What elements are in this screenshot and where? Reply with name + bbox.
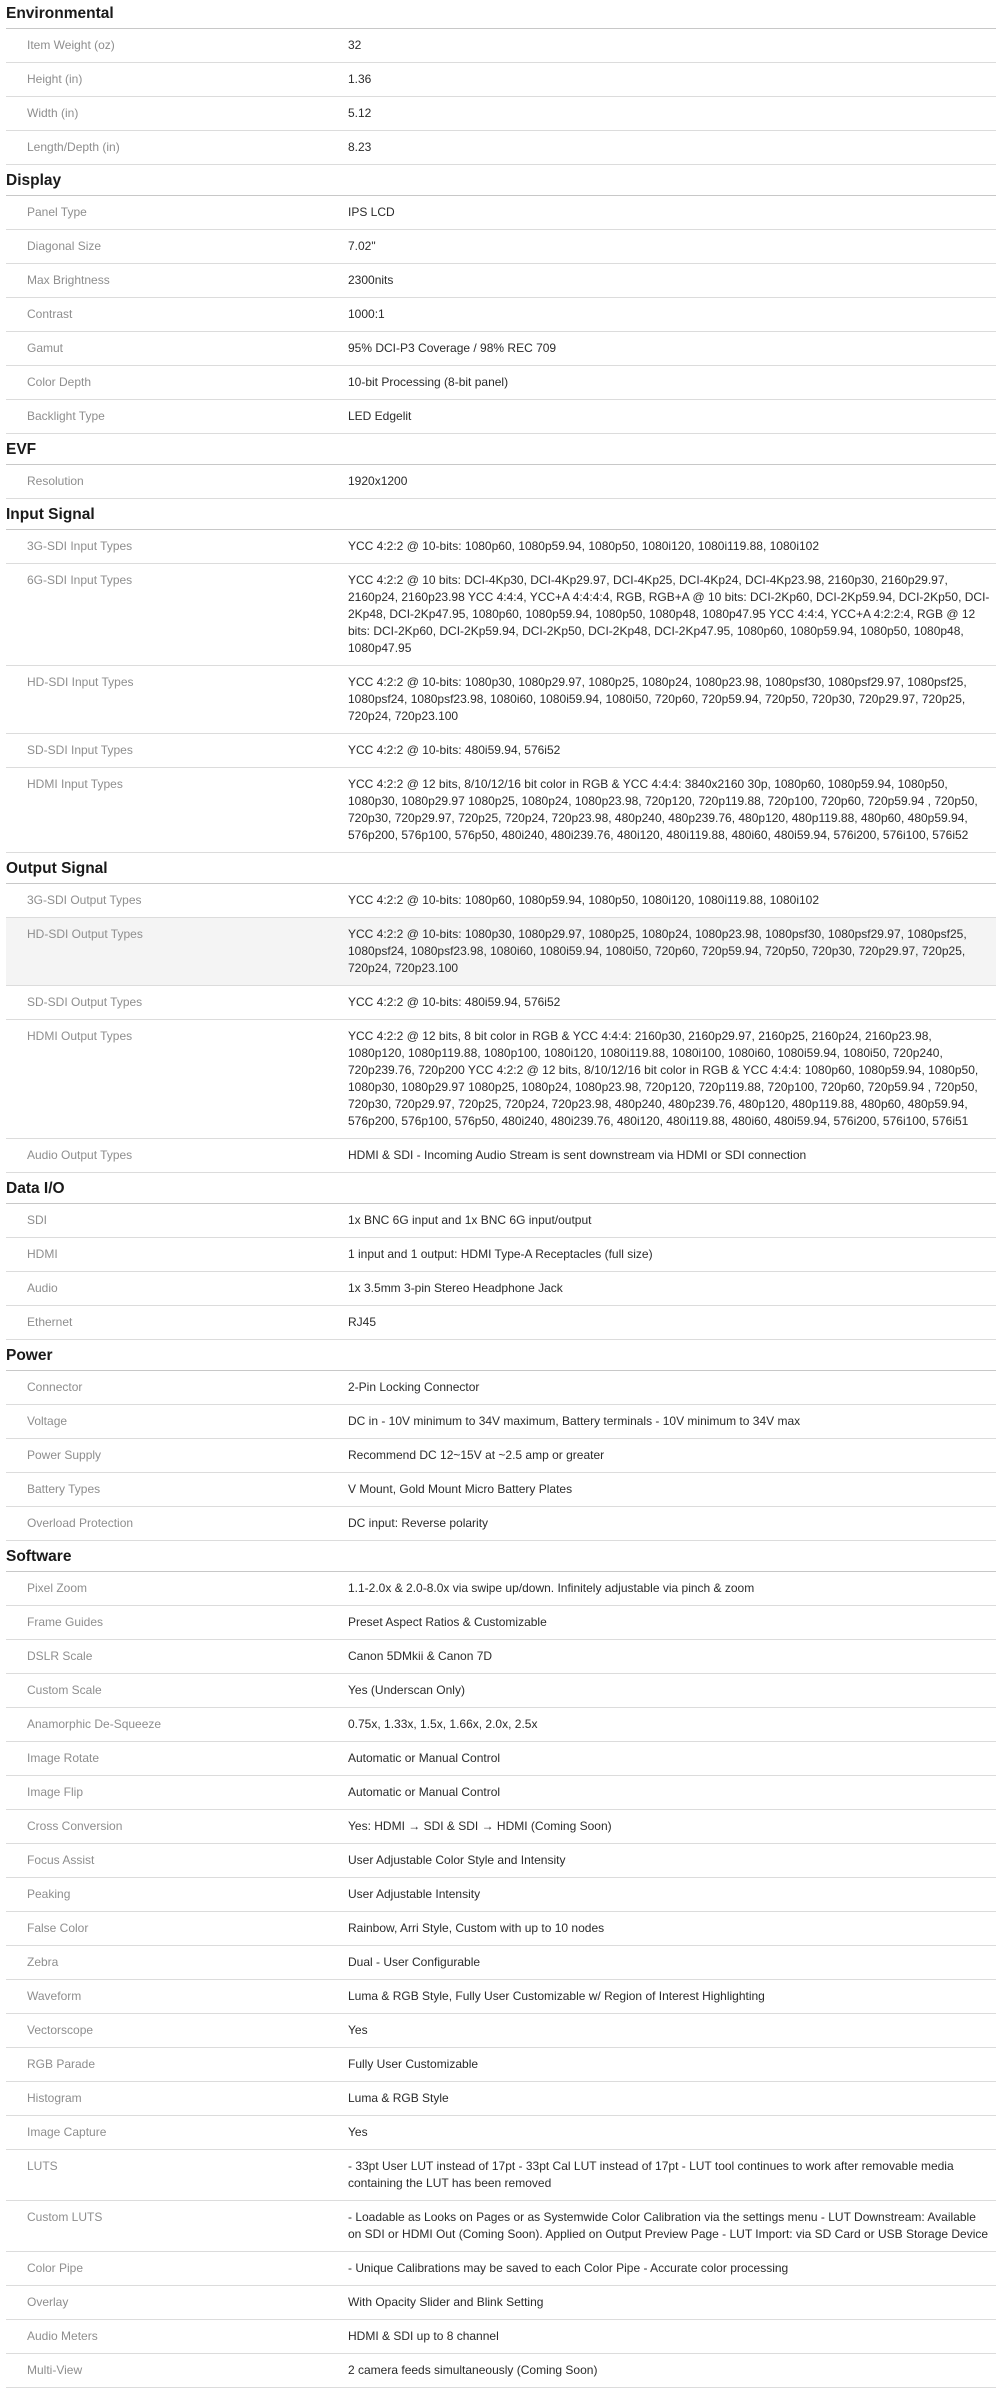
spec-value: 7.02"	[348, 239, 376, 253]
spec-row	[6, 1980, 996, 2014]
section-title: Environmental	[6, 5, 114, 22]
spec-value: 10-bit Processing (8-bit panel)	[348, 375, 509, 389]
spec-label: Color Pipe	[27, 2261, 84, 2275]
spec-value: RJ45	[348, 1315, 377, 1329]
spec-label: Pixel Zoom	[27, 1581, 88, 1595]
spec-value: Recommend DC 12~15V at ~2.5 amp or greater	[348, 1448, 605, 1462]
spec-row	[6, 264, 996, 298]
spec-row	[6, 1844, 996, 1878]
spec-label: Max Brightness	[27, 273, 110, 287]
spec-row	[6, 29, 996, 63]
spec-row	[6, 2048, 996, 2082]
spec-value: Fully User Customizable	[348, 2057, 479, 2071]
spec-value: 2 camera feeds simultaneously (Coming Soon)	[348, 2363, 598, 2377]
spec-value: 1920x1200	[348, 474, 408, 488]
spec-label: Overload Protection	[27, 1516, 134, 1530]
spec-value: YCC 4:2:2 @ 10-bits: 1080p60, 1080p59.94, 1080p50, 1080i120, 1080i119.88, 1080i102	[348, 893, 820, 907]
spec-row	[6, 465, 996, 499]
spec-label: HD-SDI Input Types	[27, 675, 134, 689]
spec-value: Rainbow, Arri Style, Custom with up to 10 nodes	[348, 1921, 605, 1935]
spec-value: With Opacity Slider and Blink Setting	[348, 2295, 544, 2309]
spec-value: YCC 4:2:2 @ 10-bits: 480i59.94, 576i52	[348, 995, 561, 1009]
spec-row	[6, 1238, 996, 1272]
spec-label: Length/Depth (in)	[27, 140, 120, 154]
spec-row	[6, 1204, 996, 1238]
spec-label: Backlight Type	[27, 409, 105, 423]
spec-row	[6, 97, 996, 131]
spec-section	[0, 1545, 1000, 2388]
spec-row	[6, 1572, 996, 1606]
spec-label: Battery Types	[27, 1482, 101, 1496]
spec-value: 95% DCI-P3 Coverage / 98% REC 709	[348, 341, 557, 355]
spec-row	[6, 298, 996, 332]
spec-value: 1.36	[348, 72, 372, 86]
spec-value: YCC 4:2:2 @ 10-bits: 1080p60, 1080p59.94, 1080p50, 1080i120, 1080i119.88, 1080i102	[348, 539, 820, 553]
section-title: Data I/O	[6, 1180, 65, 1197]
spec-label: Panel Type	[27, 205, 87, 219]
spec-row	[6, 1776, 996, 1810]
spec-label: RGB Parade	[27, 2057, 96, 2071]
spec-value: 1000:1	[348, 307, 385, 321]
spec-label: SD-SDI Input Types	[27, 743, 133, 757]
spec-label: HDMI Input Types	[27, 777, 123, 791]
spec-label: Diagonal Size	[27, 239, 102, 253]
section-title: Power	[6, 1347, 53, 1364]
spec-value: Luma & RGB Style	[348, 2091, 449, 2105]
spec-label: Item Weight (oz)	[27, 38, 115, 52]
spec-value: DC input: Reverse polarity	[348, 1516, 489, 1530]
spec-section	[0, 2, 1000, 165]
spec-label: Custom Scale	[27, 1683, 102, 1697]
spec-label: Anamorphic De-Squeeze	[27, 1717, 162, 1731]
spec-row	[6, 1439, 996, 1473]
spec-row	[6, 1810, 996, 1844]
spec-label: Histogram	[27, 2091, 82, 2105]
spec-row	[6, 1020, 996, 1139]
spec-value: 2300nits	[348, 273, 394, 287]
section-title: EVF	[6, 441, 37, 458]
spec-label: SD-SDI Output Types	[27, 995, 143, 1009]
spec-section	[0, 857, 1000, 1173]
spec-row	[6, 1473, 996, 1507]
spec-label: 6G-SDI Input Types	[27, 573, 133, 587]
spec-value: 1 input and 1 output: HDMI Type-A Receptacles (full size)	[348, 1247, 653, 1261]
spec-section	[0, 438, 1000, 499]
spec-label: Audio Output Types	[27, 1148, 133, 1162]
spec-row	[6, 1640, 996, 1674]
spec-row	[6, 230, 996, 264]
spec-label: Custom LUTS	[27, 2210, 103, 2224]
spec-label: DSLR Scale	[27, 1649, 93, 1663]
spec-row	[6, 131, 996, 165]
spec-label: False Color	[27, 1921, 89, 1935]
spec-value: YCC 4:2:2 @ 10 bits: DCI-4Kp30, DCI-4Kp29.97, DCI-4Kp25, DCI-4Kp24, DCI-4Kp23.98, 2160p30, 2160p29.97, 2160p24, 2160p23.98 YCC 4:4:4, YCC+A 4:4:4:4, RGB, RGB+A @ 10 bits: DCI-2Kp60, DCI-2Kp59.94, DCI-2Kp50, DCI-2Kp48, DCI-2Kp47.95, 1080p60, 1080p59.94, 1080p50, 1080p48, 1080p47.95 YCC 4:4:4, YCC+A 4:2:2:4, RGB @ 12 bits: DCI-2Kp60, DCI-2Kp59.94, DCI-2Kp50, DCI-2Kp48, DCI-2Kp47.95, 1080p60, 1080p59.94, 1080p50, 1080p48, 1080p47.95	[348, 573, 990, 655]
spec-value: DC in - 10V minimum to 34V maximum, Battery terminals - 10V minimum to 34V max	[348, 1414, 801, 1428]
spec-value: Yes	[348, 2125, 368, 2139]
spec-value: User Adjustable Intensity	[348, 1887, 481, 1901]
spec-row	[6, 1272, 996, 1306]
spec-row	[6, 2082, 996, 2116]
spec-label: HD-SDI Output Types	[27, 927, 143, 941]
spec-row	[6, 1708, 996, 1742]
spec-label: Voltage	[27, 1414, 68, 1428]
spec-row	[6, 2116, 996, 2150]
spec-value: 1x 3.5mm 3-pin Stereo Headphone Jack	[348, 1281, 563, 1295]
spec-value: Preset Aspect Ratios & Customizable	[348, 1615, 547, 1629]
spec-label: SDI	[27, 1213, 48, 1227]
spec-row	[6, 1912, 996, 1946]
spec-value: YCC 4:2:2 @ 12 bits, 8 bit color in RGB & YCC 4:4:4: 2160p30, 2160p29.97, 2160p25, 2160p24, 2160p23.98, 1080p120, 1080p119.88, 1080p100, 1080i120, 1080i119.88, 1080i100, 1080i60, 1080i59.94, 1080i50, 720p240, 720p239.76, 720p200 YCC 4:2:2 @ 12 bits, 8/10/12/16 bit color in RGB & YCC 4:4:4: 1080p60, 1080p59.94, 1080p50, 1080p30, 1080p29.97 1080p25, 1080p24, 1080p23.98, 720p120, 720p119.88, 720p100, 720p60, 720p59.94 , 720p50, 720p30, 720p29.97, 720p25, 720p24, 720p23.98, 480p240, 480p239.76, 480p120, 480p119.88, 480p60, 480p59.94, 576p200, 576p100, 576p50, 480i240, 480i239.76, 480i120, 480i119.88, 480i60, 480i59.94, 576i200, 576i100, 576i51	[348, 1029, 979, 1128]
spec-row	[6, 332, 996, 366]
spec-row	[6, 2252, 996, 2286]
spec-row	[6, 63, 996, 97]
spec-row	[6, 2014, 996, 2048]
spec-row	[6, 734, 996, 768]
spec-value: YCC 4:2:2 @ 10-bits: 1080p30, 1080p29.97, 1080p25, 1080p24, 1080p23.98, 1080psf30, 1080psf29.97, 1080psf25, 1080psf24, 1080psf23.98, 1080i60, 1080i59.94, 1080i50, 720p60, 720p59.94, 720p50, 720p30, 720p29.97, 720p25, 720p24, 720p23.100	[348, 927, 967, 975]
spec-label: Image Rotate	[27, 1751, 100, 1765]
spec-row	[6, 1606, 996, 1640]
spec-value: HDMI & SDI up to 8 channel	[348, 2329, 499, 2343]
spec-label: Frame Guides	[27, 1615, 104, 1629]
spec-row	[6, 1878, 996, 1912]
spec-row	[6, 2354, 996, 2388]
spec-value: - Loadable as Looks on Pages or as Systemwide Color Calibration via the settings menu - LUT Downstream: Available on SDI or HDMI Out (Coming Soon). Applied on Output Preview Page - LUT Import: via SD Card or USB Storage Device	[348, 2210, 989, 2241]
spec-row	[6, 1139, 996, 1173]
spec-label: Image Flip	[27, 1785, 84, 1799]
spec-section	[0, 169, 1000, 434]
spec-row	[6, 2320, 996, 2354]
spec-value: Luma & RGB Style, Fully User Customizable w/ Region of Interest Highlighting	[348, 1989, 765, 2003]
spec-label: Audio Meters	[27, 2329, 98, 2343]
section-title: Software	[6, 1548, 72, 1565]
spec-label: Waveform	[27, 1989, 82, 2003]
spec-label: LUTS	[27, 2159, 58, 2173]
spec-label: HDMI	[27, 1247, 58, 1261]
spec-label: Connector	[27, 1380, 83, 1394]
spec-value: YCC 4:2:2 @ 12 bits, 8/10/12/16 bit color in RGB & YCC 4:4:4: 3840x2160 30p, 1080p60, 1080p59.94, 1080p50, 1080p30, 1080p29.97 1080p25, 1080p24, 1080p23.98, 720p120, 720p119.88, 720p100, 720p60, 720p59.94 , 720p50, 720p30, 720p29.97, 720p25, 720p24, 720p23.98, 480p240, 480p239.76, 480p120, 480p119.88, 480p60, 480p59.94, 576p200, 576p100, 576p50, 480i240, 480i239.76, 480i120, 480i119.88, 480i60, 480i59.94, 576i200, 576i100, 576i52	[348, 777, 978, 842]
spec-value: - Unique Calibrations may be saved to each Color Pipe - Accurate color processing	[348, 2261, 789, 2275]
spec-row	[6, 366, 996, 400]
spec-value: Yes (Underscan Only)	[348, 1683, 465, 1697]
spec-label: Width (in)	[27, 106, 79, 120]
spec-row	[6, 1946, 996, 1980]
spec-section	[0, 503, 1000, 853]
spec-value: User Adjustable Color Style and Intensity	[348, 1853, 566, 1867]
spec-row	[6, 2286, 996, 2320]
spec-row	[6, 666, 996, 734]
spec-value: 32	[348, 38, 362, 52]
spec-section	[0, 1177, 1000, 1340]
spec-row	[6, 1405, 996, 1439]
spec-label: Multi-View	[27, 2363, 83, 2377]
section-title: Display	[6, 172, 62, 189]
spec-row	[6, 1742, 996, 1776]
spec-value: 2-Pin Locking Connector	[348, 1380, 480, 1394]
spec-row	[6, 1306, 996, 1340]
spec-row	[6, 1674, 996, 1708]
spec-value: Yes: HDMI → SDI & SDI → HDMI (Coming Soon)	[348, 1819, 612, 1833]
spec-value: 8.23	[348, 140, 372, 154]
spec-value: 1.1-2.0x & 2.0-8.0x via swipe up/down. Infinitely adjustable via pinch & zoom	[348, 1581, 755, 1595]
spec-label: Overlay	[27, 2295, 69, 2309]
spec-row	[6, 2150, 996, 2201]
spec-row	[6, 564, 996, 666]
spec-value: 5.12	[348, 106, 372, 120]
spec-label: HDMI Output Types	[27, 1029, 133, 1043]
spec-value: IPS LCD	[348, 205, 395, 219]
spec-value: Canon 5DMkii & Canon 7D	[348, 1649, 493, 1663]
spec-label: Power Supply	[27, 1448, 102, 1462]
spec-value: YCC 4:2:2 @ 10-bits: 480i59.94, 576i52	[348, 743, 561, 757]
spec-value: 0.75x, 1.33x, 1.5x, 1.66x, 2.0x, 2.5x	[348, 1717, 538, 1731]
spec-row	[6, 1371, 996, 1405]
spec-row	[6, 196, 996, 230]
spec-value: Yes	[348, 2023, 368, 2037]
spec-label: Height (in)	[27, 72, 83, 86]
spec-label: Color Depth	[27, 375, 92, 389]
spec-row	[6, 884, 996, 918]
spec-label: 3G-SDI Output Types	[27, 893, 142, 907]
spec-row	[6, 530, 996, 564]
spec-label: Zebra	[27, 1955, 59, 1969]
spec-value: V Mount, Gold Mount Micro Battery Plates	[348, 1482, 573, 1496]
section-title: Output Signal	[6, 860, 108, 877]
spec-row	[6, 918, 996, 986]
spec-value: Automatic or Manual Control	[348, 1785, 501, 1799]
spec-value: 1x BNC 6G input and 1x BNC 6G input/output	[348, 1213, 592, 1227]
spec-row	[6, 1507, 996, 1541]
spec-label: 3G-SDI Input Types	[27, 539, 133, 553]
spec-value: HDMI & SDI - Incoming Audio Stream is sent downstream via HDMI or SDI connection	[348, 1148, 807, 1162]
spec-label: Gamut	[27, 341, 64, 355]
spec-label: Cross Conversion	[27, 1819, 123, 1833]
spec-label: Ethernet	[27, 1315, 73, 1329]
spec-row	[6, 986, 996, 1020]
spec-value: YCC 4:2:2 @ 10-bits: 1080p30, 1080p29.97, 1080p25, 1080p24, 1080p23.98, 1080psf30, 1080psf29.97, 1080psf25, 1080psf24, 1080psf23.98, 1080i60, 1080i59.94, 1080i50, 720p60, 720p59.94, 720p50, 720p30, 720p29.97, 720p25, 720p24, 720p23.100	[348, 675, 967, 723]
spec-label: Resolution	[27, 474, 84, 488]
spec-value: Dual - User Configurable	[348, 1955, 481, 1969]
spec-label: Contrast	[27, 307, 73, 321]
spec-label: Image Capture	[27, 2125, 107, 2139]
spec-row	[6, 768, 996, 853]
spec-value: - 33pt User LUT instead of 17pt - 33pt Cal LUT instead of 17pt - LUT tool continues to work after removable media containing the LUT has been removed	[348, 2159, 954, 2190]
spec-row	[6, 2201, 996, 2252]
spec-section	[0, 1344, 1000, 1541]
spec-value: LED Edgelit	[348, 409, 412, 423]
spec-value: Automatic or Manual Control	[348, 1751, 501, 1765]
spec-label: Peaking	[27, 1887, 71, 1901]
spec-label: Audio	[27, 1281, 58, 1295]
spec-label: Vectorscope	[27, 2023, 94, 2037]
spec-row	[6, 400, 996, 434]
section-title: Input Signal	[6, 506, 95, 523]
spec-label: Focus Assist	[27, 1853, 95, 1867]
